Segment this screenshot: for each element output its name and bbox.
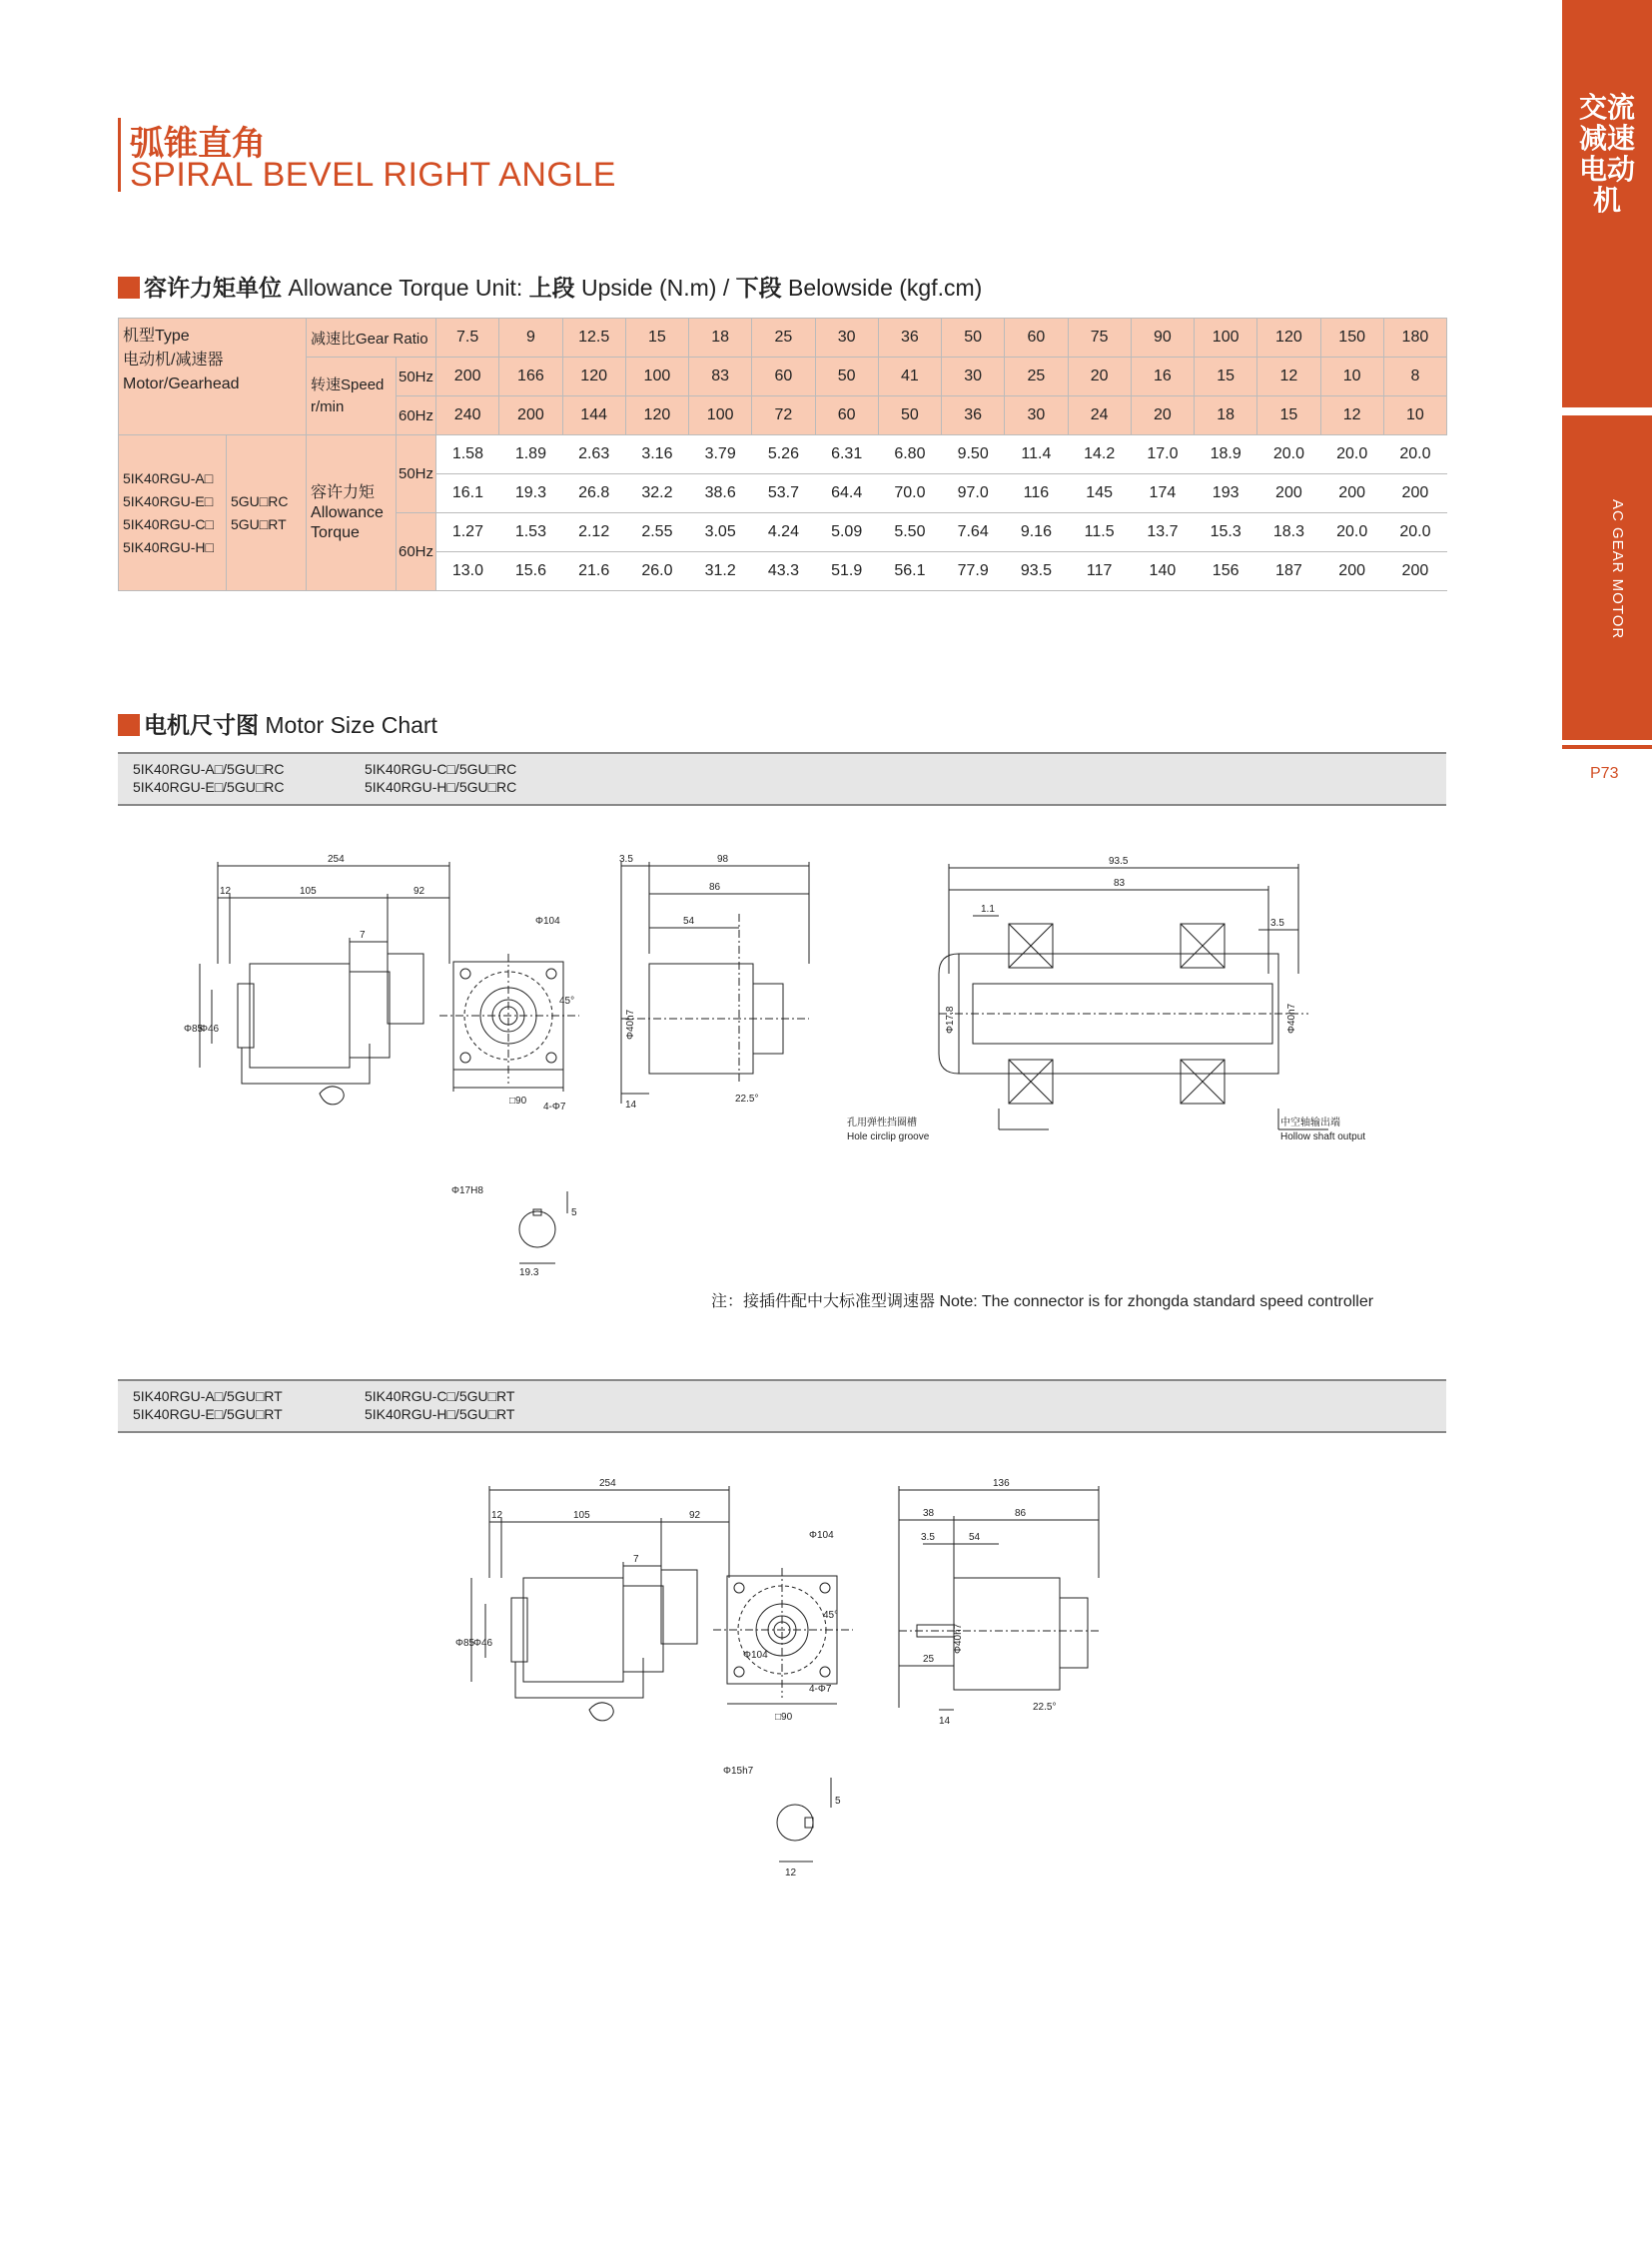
upside-en: Upside (N.m) / — [574, 275, 736, 301]
dim-7: 7 — [360, 930, 366, 941]
dim-105: 105 — [573, 1510, 590, 1521]
torque-cell: 11.4 — [1005, 435, 1068, 474]
dim-phi17h8: Φ17H8 — [451, 1185, 483, 1196]
dim-5: 5 — [835, 1796, 841, 1807]
torque-cell: 116 — [1005, 474, 1068, 513]
dim-254: 254 — [328, 854, 345, 865]
dim-136: 136 — [993, 1478, 1010, 1489]
speed-cell: 200 — [436, 358, 499, 396]
dim-92: 92 — [413, 886, 425, 897]
model-label: 5IK40RGU-H□/5GU□RC — [365, 779, 517, 795]
torque-cell: 20.0 — [1257, 435, 1320, 474]
ratio-cell: 100 — [1195, 319, 1257, 358]
torque-cell: 14.2 — [1068, 435, 1131, 474]
torque-cell: 26.0 — [625, 552, 688, 591]
speed-cell: 30 — [942, 358, 1005, 396]
upside-cn: 上段 — [528, 276, 575, 302]
title-accent-bar — [118, 118, 121, 192]
motor-model: 5IK40RGU-E□ — [123, 492, 214, 509]
model-label: 5IK40RGU-C□/5GU□RC — [365, 761, 517, 777]
torque-cell: 174 — [1131, 474, 1194, 513]
gear-ratio-label: 减速比Gear Ratio — [307, 319, 436, 358]
groove-label-en: Hole circlip groove — [847, 1131, 930, 1142]
dim-54: 54 — [683, 916, 695, 927]
speed-cell: 200 — [499, 396, 562, 435]
dim-54: 54 — [969, 1532, 981, 1543]
speed-cell: 50 — [815, 358, 878, 396]
speed-cell: 60 — [752, 358, 815, 396]
dim-1-1: 1.1 — [981, 904, 995, 915]
ratio-cell: 150 — [1320, 319, 1383, 358]
speed-cell: 25 — [1005, 358, 1068, 396]
speed-cell: 8 — [1383, 358, 1446, 396]
type-label-en: Motor/Gearhead — [123, 375, 240, 392]
ratio-cell: 15 — [625, 319, 688, 358]
torque-cell: 18.3 — [1257, 513, 1320, 552]
dim-45deg: 45° — [559, 996, 575, 1007]
side-tab-middle — [1562, 415, 1652, 740]
dim-3-5: 3.5 — [619, 854, 633, 865]
ratio-cell: 30 — [815, 319, 878, 358]
speed-cell: 10 — [1383, 396, 1446, 435]
torque-label-en: Allowance — [311, 503, 384, 521]
motor-models-cell — [119, 435, 227, 591]
torque-heading-cn: 容许力矩单位 — [144, 276, 282, 302]
ratio-row — [119, 319, 1447, 358]
speed-unit: r/min — [311, 397, 345, 415]
torque-cell: 70.0 — [878, 474, 941, 513]
size-heading-cn: 电机尺寸图 — [144, 713, 259, 739]
dim-92: 92 — [689, 1510, 701, 1521]
model-label: 5IK40RGU-E□/5GU□RC — [133, 779, 285, 795]
dim-254: 254 — [599, 1478, 616, 1489]
rc-model-bar — [118, 752, 1446, 806]
speed-cell: 12 — [1320, 396, 1383, 435]
motor-model: 5IK40RGU-C□ — [123, 515, 214, 532]
torque-cell: 200 — [1383, 552, 1446, 591]
torque-cell: 6.80 — [878, 435, 941, 474]
rt-key-detail — [723, 1766, 841, 1878]
torque-cell: 97.0 — [942, 474, 1005, 513]
torque-cell: 5.26 — [752, 435, 815, 474]
dim-19-3: 19.3 — [519, 1267, 539, 1278]
dim-phi85: Φ85 — [184, 1024, 204, 1035]
ratio-cell: 12.5 — [562, 319, 625, 358]
dim-25: 25 — [923, 1654, 935, 1665]
speed-cell: 144 — [562, 396, 625, 435]
torque-cell: 21.6 — [562, 552, 625, 591]
speed-cell: 12 — [1257, 358, 1320, 396]
gear-model: 5GU□RT — [231, 515, 287, 532]
model-label: 5IK40RGU-A□/5GU□RT — [133, 1388, 283, 1404]
speed-cell: 15 — [1195, 358, 1257, 396]
torque-cell: 140 — [1131, 552, 1194, 591]
rt-model-col-2 — [365, 1387, 514, 1423]
speed-cell: 83 — [689, 358, 752, 396]
torque-cell: 200 — [1320, 474, 1383, 513]
type-label-cn: 电动机/减速器 — [123, 352, 224, 369]
torque-cell: 93.5 — [1005, 552, 1068, 591]
connector-note: 注：接插件配中大标准型调速器 Note: The connector is for zhongda standard speed controller — [711, 1293, 1374, 1310]
hz50-label: 50Hz — [397, 358, 436, 396]
dim-phi104: Φ104 — [809, 1530, 834, 1541]
dim-phi40h7: Φ40h7 — [625, 1009, 636, 1040]
torque-cell: 13.7 — [1131, 513, 1194, 552]
torque-cell: 19.3 — [499, 474, 562, 513]
dim-sq90: □90 — [509, 1096, 527, 1107]
speed-cell: 60 — [815, 396, 878, 435]
speed-cell: 20 — [1068, 358, 1131, 396]
speed-cell: 120 — [625, 396, 688, 435]
side-divider — [1562, 745, 1652, 749]
page-number: P73 — [1590, 765, 1619, 782]
dim-phi17-8: Φ17.8 — [945, 1006, 956, 1034]
speed-cell: 50 — [878, 396, 941, 435]
page-title-en: SPIRAL BEVEL RIGHT ANGLE — [130, 156, 616, 194]
dim-5: 5 — [571, 1207, 577, 1218]
torque-cell: 3.79 — [689, 435, 752, 474]
torque-cell: 16.1 — [436, 474, 499, 513]
torque-50-nm-row — [119, 435, 1447, 474]
side-chinese-title: 交流减速电动机 — [1578, 91, 1635, 217]
belowside-cn: 下段 — [735, 276, 782, 302]
dim-14: 14 — [625, 1100, 637, 1111]
section-square-icon — [118, 714, 140, 736]
belowside-en: Belowside (kgf.cm) — [781, 275, 983, 301]
dim-phi104b: Φ104 — [743, 1650, 768, 1661]
torque-cell: 77.9 — [942, 552, 1005, 591]
dim-3-5: 3.5 — [921, 1532, 935, 1543]
torque-cell: 3.05 — [689, 513, 752, 552]
speed-50-row — [119, 358, 1447, 396]
speed-cell: 240 — [436, 396, 499, 435]
rc-drawings — [170, 854, 1468, 1298]
type-label: 机型Type — [123, 328, 190, 345]
torque-cell: 18.9 — [1195, 435, 1257, 474]
ratio-cell: 7.5 — [436, 319, 499, 358]
torque-cell: 2.63 — [562, 435, 625, 474]
speed-cell: 100 — [689, 396, 752, 435]
hollow-label-en: Hollow shaft output — [1280, 1131, 1366, 1142]
rt-side-view — [899, 1478, 1099, 1727]
dim-sq90: □90 — [775, 1712, 793, 1723]
rc-model-col-1 — [133, 760, 285, 796]
dim-phi15h7: Φ15h7 — [723, 1766, 754, 1777]
speed-cell: 20 — [1131, 396, 1194, 435]
rt-model-bar — [118, 1379, 1446, 1433]
speed-cell: 18 — [1195, 396, 1257, 435]
dim-86: 86 — [709, 882, 721, 893]
dim-93-5: 93.5 — [1109, 856, 1129, 867]
dim-98: 98 — [717, 854, 729, 865]
torque-cell: 3.16 — [625, 435, 688, 474]
torque-heading-en: Allowance Torque Unit: — [282, 275, 529, 301]
speed-cell: 72 — [752, 396, 815, 435]
ratio-cell: 25 — [752, 319, 815, 358]
torque-cell: 193 — [1195, 474, 1257, 513]
torque-cell: 9.16 — [1005, 513, 1068, 552]
gear-models-cell — [227, 435, 307, 591]
torque-cell: 117 — [1068, 552, 1131, 591]
torque-cell: 15.3 — [1195, 513, 1257, 552]
speed-cell: 36 — [942, 396, 1005, 435]
torque-cell: 11.5 — [1068, 513, 1131, 552]
rc-hollow-shaft-section — [847, 856, 1365, 1142]
torque-cell: 1.58 — [436, 435, 499, 474]
torque-cell: 53.7 — [752, 474, 815, 513]
torque-cell: 156 — [1195, 552, 1257, 591]
torque-cell: 64.4 — [815, 474, 878, 513]
dim-45deg: 45° — [823, 1610, 839, 1621]
dim-38: 38 — [923, 1508, 935, 1519]
dim-83: 83 — [1114, 878, 1126, 889]
rc-front-view — [184, 854, 579, 1113]
model-label: 5IK40RGU-E□/5GU□RT — [133, 1406, 283, 1422]
torque-cell: 20.0 — [1383, 435, 1446, 474]
model-label: 5IK40RGU-H□/5GU□RT — [365, 1406, 515, 1422]
page-title-cn: 弧锥直角 — [130, 124, 266, 164]
speed-cell: 15 — [1257, 396, 1320, 435]
size-heading-en: Motor Size Chart — [259, 712, 437, 738]
size-section-heading — [118, 707, 437, 740]
torque-cell: 6.31 — [815, 435, 878, 474]
torque-cell: 31.2 — [689, 552, 752, 591]
section-square-icon — [118, 277, 140, 299]
ratio-cell: 50 — [942, 319, 1005, 358]
speed-label-text: 转速Speed — [311, 375, 385, 393]
rc-side-view — [619, 854, 809, 1111]
torque-cell: 7.64 — [942, 513, 1005, 552]
speed-cell: 24 — [1068, 396, 1131, 435]
model-label: 5IK40RGU-C□/5GU□RT — [365, 1388, 515, 1404]
torque-cell: 187 — [1257, 552, 1320, 591]
ratio-cell: 18 — [689, 319, 752, 358]
torque-cell: 4.24 — [752, 513, 815, 552]
speed-cell: 30 — [1005, 396, 1068, 435]
torque-cell: 32.2 — [625, 474, 688, 513]
torque-cell: 200 — [1257, 474, 1320, 513]
dim-7: 7 — [633, 1554, 639, 1565]
ratio-cell: 120 — [1257, 319, 1320, 358]
hz60-label: 60Hz — [397, 513, 436, 591]
rt-front-view — [455, 1478, 853, 1723]
ratio-cell: 90 — [1131, 319, 1194, 358]
torque-cell: 5.50 — [878, 513, 941, 552]
rc-key-detail — [451, 1185, 577, 1278]
model-label: 5IK40RGU-A□/5GU□RC — [133, 761, 285, 777]
dim-12: 12 — [220, 886, 232, 897]
dim-phi40h7: Φ40h7 — [953, 1623, 964, 1654]
torque-cell: 26.8 — [562, 474, 625, 513]
speed-cell: 41 — [878, 358, 941, 396]
dim-phi85: Φ85 — [455, 1638, 475, 1649]
torque-cell: 1.27 — [436, 513, 499, 552]
ratio-cell: 60 — [1005, 319, 1068, 358]
groove-label-cn: 孔用弹性挡圈槽 — [847, 1118, 917, 1128]
speed-cell: 16 — [1131, 358, 1194, 396]
type-header — [119, 319, 307, 435]
torque-cell: 2.55 — [625, 513, 688, 552]
torque-label-cell — [307, 435, 397, 591]
hz50-label: 50Hz — [397, 435, 436, 513]
torque-label-cn: 容许力矩 — [311, 483, 376, 501]
hz60-label: 60Hz — [397, 396, 436, 435]
ratio-cell: 75 — [1068, 319, 1131, 358]
torque-cell: 51.9 — [815, 552, 878, 591]
dim-phi40h7b: Φ40h7 — [1286, 1003, 1297, 1034]
torque-cell: 1.53 — [499, 513, 562, 552]
dim-4-phi7: 4-Φ7 — [809, 1684, 832, 1695]
dim-3-5b: 3.5 — [1270, 918, 1284, 929]
torque-cell: 56.1 — [878, 552, 941, 591]
rc-model-col-2 — [365, 760, 516, 796]
side-english-title: AC GEAR MOTOR — [1609, 499, 1626, 640]
torque-section-heading — [118, 270, 982, 303]
torque-cell: 15.6 — [499, 552, 562, 591]
speed-cell: 120 — [562, 358, 625, 396]
hollow-label-cn: 中空轴输出端 — [1280, 1118, 1340, 1128]
dim-phi46: Φ46 — [200, 1024, 220, 1035]
speed-cell: 10 — [1320, 358, 1383, 396]
dim-phi104: Φ104 — [535, 916, 560, 927]
torque-cell: 43.3 — [752, 552, 815, 591]
rt-model-col-1 — [133, 1387, 283, 1423]
torque-cell: 20.0 — [1320, 513, 1383, 552]
torque-label-en: Torque — [311, 523, 360, 541]
torque-cell: 20.0 — [1383, 513, 1446, 552]
dim-12: 12 — [491, 1510, 503, 1521]
speed-cell: 166 — [499, 358, 562, 396]
dim-12b: 12 — [785, 1868, 797, 1878]
dim-86: 86 — [1015, 1508, 1027, 1519]
torque-table — [118, 318, 1447, 591]
gear-model: 5GU□RC — [231, 492, 289, 509]
torque-cell: 9.50 — [942, 435, 1005, 474]
torque-cell: 200 — [1320, 552, 1383, 591]
ratio-cell: 36 — [878, 319, 941, 358]
torque-cell: 2.12 — [562, 513, 625, 552]
dim-22-5deg: 22.5° — [1033, 1702, 1057, 1713]
speed-cell: 100 — [625, 358, 688, 396]
rt-drawings — [439, 1478, 1139, 1907]
torque-cell: 17.0 — [1131, 435, 1194, 474]
speed-label — [307, 358, 397, 435]
torque-cell: 20.0 — [1320, 435, 1383, 474]
torque-cell: 13.0 — [436, 552, 499, 591]
torque-cell: 145 — [1068, 474, 1131, 513]
dim-phi46: Φ46 — [473, 1638, 493, 1649]
motor-model: 5IK40RGU-H□ — [123, 538, 214, 555]
dim-4-phi7: 4-Φ7 — [543, 1102, 566, 1113]
ratio-cell: 9 — [499, 319, 562, 358]
torque-cell: 38.6 — [689, 474, 752, 513]
torque-cell: 1.89 — [499, 435, 562, 474]
torque-cell: 5.09 — [815, 513, 878, 552]
torque-cell: 200 — [1383, 474, 1446, 513]
dim-22-5deg: 22.5° — [735, 1094, 759, 1105]
dim-14: 14 — [939, 1716, 951, 1727]
ratio-cell: 180 — [1383, 319, 1446, 358]
motor-model: 5IK40RGU-A□ — [123, 469, 214, 486]
dim-105: 105 — [300, 886, 317, 897]
